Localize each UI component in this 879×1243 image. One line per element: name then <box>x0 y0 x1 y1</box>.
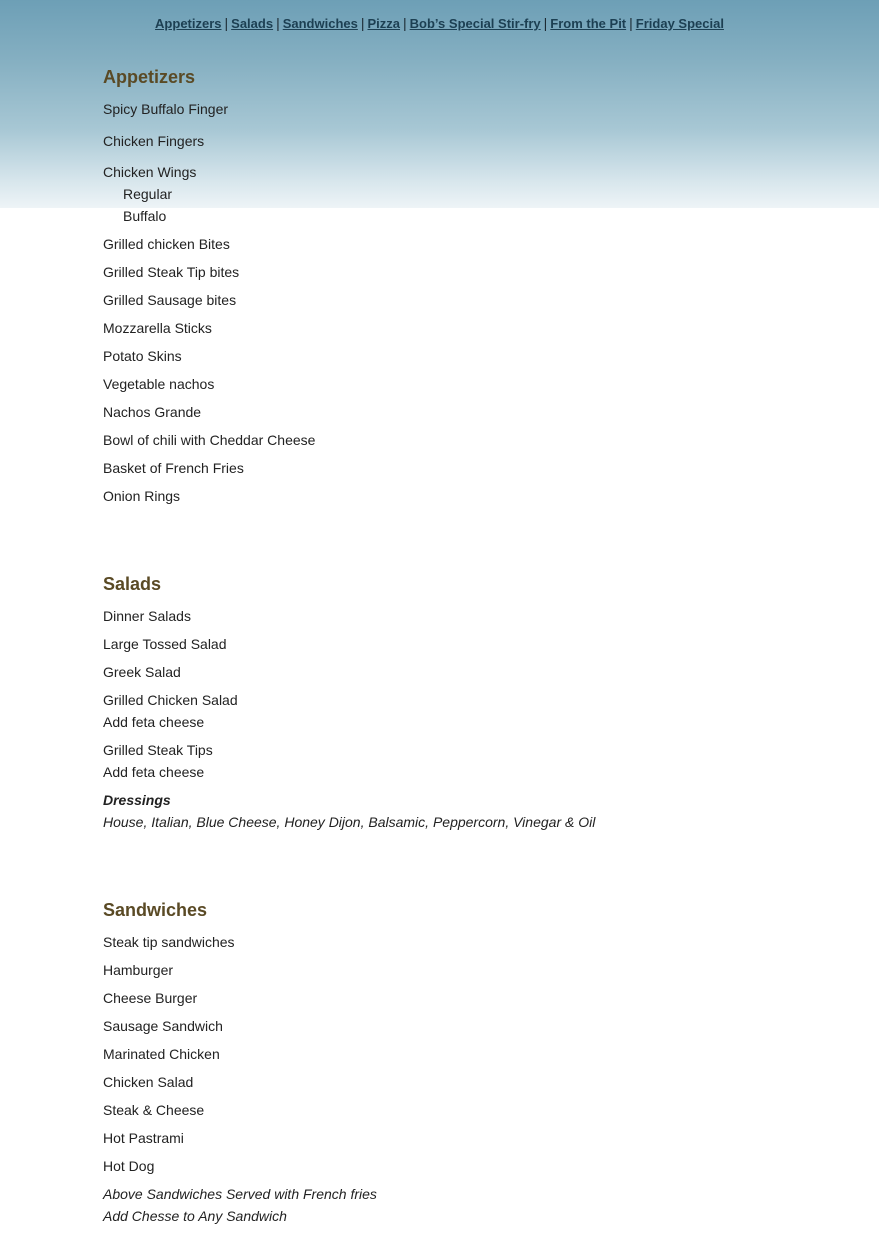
menu-item: Onion Rings <box>103 488 181 504</box>
menu-item: Large Tossed Salad <box>103 636 227 652</box>
nav-separator: | <box>629 15 633 31</box>
nav-separator: | <box>276 15 280 31</box>
menu-item: Cheese Burger <box>103 990 198 1006</box>
menu-item: Steak tip sandwiches <box>103 934 235 950</box>
sandwich-note: Add Chesse to Any Sandwich <box>103 1208 287 1224</box>
nav-link-pizza[interactable]: Pizza <box>367 16 401 31</box>
nav-link-stir-fry[interactable]: Bob’s Special Stir-fry <box>409 16 541 31</box>
menu-item: Grilled Chicken Salad <box>103 692 238 708</box>
menu-item-addon: Add feta cheese <box>103 714 205 730</box>
nav-separator: | <box>360 15 365 31</box>
menu-subitem: Buffalo <box>123 208 167 224</box>
nav-separator: | <box>403 15 407 31</box>
menu-item: Chicken Fingers <box>103 133 205 149</box>
menu-item: Vegetable nachos <box>103 376 215 392</box>
menu-subitem: Regular <box>123 186 173 202</box>
section-title-sandwiches: Sandwiches <box>103 900 208 920</box>
menu-item: Potato Skins <box>103 348 182 364</box>
menu-item: Grilled Steak Tips <box>103 742 213 758</box>
sandwich-note: Above Sandwiches Served with French fries <box>103 1186 377 1202</box>
menu-item: Hamburger <box>103 962 174 978</box>
nav-separator: | <box>224 15 229 31</box>
nav-link-from-the-pit[interactable]: From the Pit <box>550 16 627 31</box>
section-title-appetizers: Appetizers <box>103 67 196 87</box>
menu-item: Grilled Sausage bites <box>103 292 237 308</box>
menu-item: Chicken Wings <box>103 164 197 180</box>
menu-item: Chicken Salad <box>103 1074 194 1090</box>
menu-item: Marinated Chicken <box>103 1046 220 1062</box>
nav-link-sandwiches[interactable]: Sandwiches <box>282 16 358 31</box>
menu-item: Basket of French Fries <box>103 460 244 476</box>
menu-item: Dinner Salads <box>103 608 191 624</box>
menu-item: Greek Salad <box>103 664 181 680</box>
nav-link-appetizers[interactable]: Appetizers <box>155 16 222 31</box>
menu-item: Bowl of chili with Cheddar Cheese <box>103 432 316 448</box>
menu-item: Mozzarella Sticks <box>103 320 212 336</box>
menu-item: Nachos Grande <box>103 404 202 420</box>
dressings-list: House, Italian, Blue Cheese, Honey Dijon, Balsamic, Peppercorn, Vinegar & Oil <box>103 814 596 830</box>
menu-item: Grilled chicken Bites <box>103 236 230 252</box>
menu-item: Spicy Buffalo Finger <box>103 101 229 117</box>
menu-item-addon: Add feta cheese <box>103 764 205 780</box>
nav-separator: | <box>543 15 548 31</box>
category-nav <box>0 15 879 31</box>
dressings-label: Dressings <box>103 792 171 808</box>
nav-link-friday-special[interactable]: Friday Special <box>635 16 724 31</box>
menu-item: Grilled Steak Tip bites <box>103 264 240 280</box>
menu-item: Sausage Sandwich <box>103 1018 223 1034</box>
nav-link-salads[interactable]: Salads <box>231 16 274 31</box>
menu-item: Steak & Cheese <box>103 1102 205 1118</box>
menu-item: Hot Pastrami <box>103 1130 184 1146</box>
menu-item: Hot Dog <box>103 1158 155 1174</box>
section-title-salads: Salads <box>103 574 162 594</box>
